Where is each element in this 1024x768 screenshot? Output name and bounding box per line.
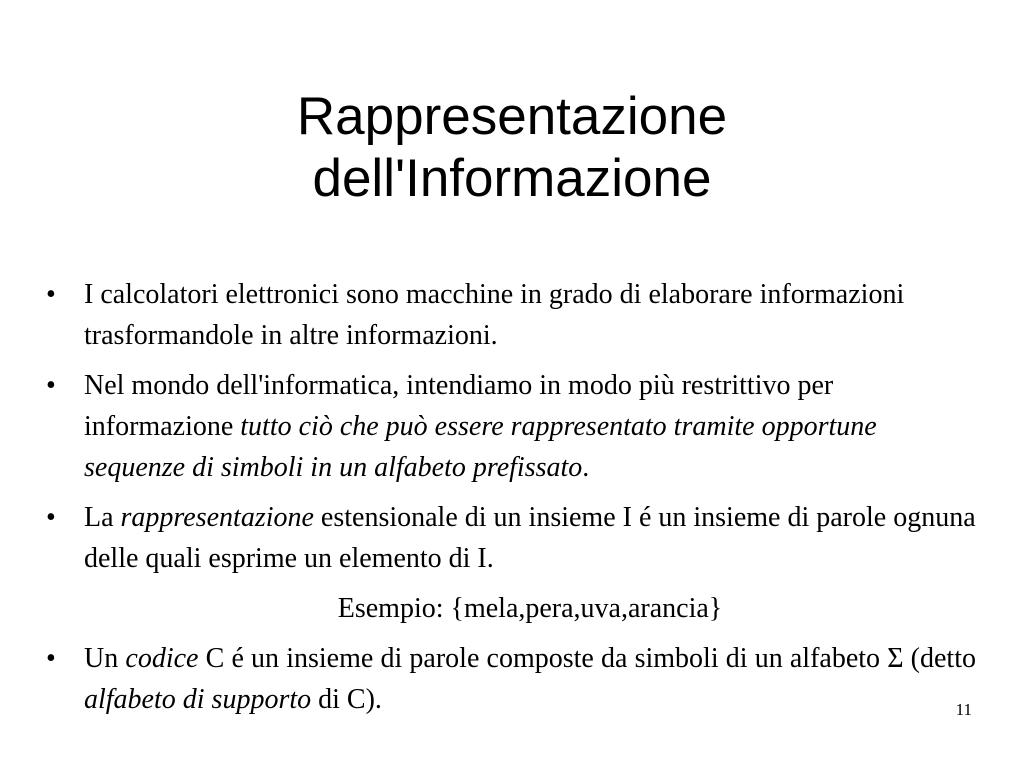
bullet-item-3 bbox=[44, 497, 976, 579]
bullet-marker: • bbox=[46, 370, 56, 401]
bullet-item-4 bbox=[44, 638, 976, 720]
bullet-item-2 bbox=[44, 365, 976, 488]
bullet-text: Nel mondo dell'informatica, intendiamo in modo più restrittivo per informazione bbox=[84, 370, 834, 442]
slide-title-line-2: dell'Informazione bbox=[312, 149, 712, 208]
bullet-text: Un bbox=[84, 643, 126, 674]
bullet-text-italic: rappresentazione bbox=[120, 502, 314, 533]
slide-title-line-1: Rappresentazione bbox=[296, 87, 728, 146]
bullet-marker: • bbox=[46, 643, 56, 674]
bullet-text: La bbox=[84, 502, 121, 533]
bullet-text-italic: tutto ciò che può essere rappresentato tramite opportune sequenze di simboli in un alfabeto prefissato bbox=[84, 411, 877, 483]
bullet-text-italic: codice bbox=[125, 643, 199, 674]
page-number: 11 bbox=[955, 700, 972, 719]
bullet-text: . bbox=[582, 452, 590, 483]
bullet-text: di C). bbox=[311, 684, 382, 715]
bullet-text: I calcolatori elettronici sono macchine in grado di elaborare informazioni trasformandole in altre informazioni. bbox=[84, 279, 905, 351]
bullet-text: estensionale di un insieme I é un insieme di parole ognuna delle quali esprime un elemento di I. bbox=[84, 502, 976, 574]
bullet-text: C é un insieme di parole composte da simboli di un alfabeto Σ (detto bbox=[198, 643, 976, 674]
bullet-item-1 bbox=[44, 274, 976, 356]
example-line: Esempio: {mela,pera,uva,arancia} bbox=[337, 593, 723, 624]
slide-body bbox=[44, 274, 976, 729]
bullet-marker: • bbox=[46, 502, 56, 533]
bullet-marker: • bbox=[46, 279, 56, 310]
bullet-text-italic: alfabeto di supporto bbox=[84, 684, 312, 715]
slide-title bbox=[0, 86, 1024, 210]
